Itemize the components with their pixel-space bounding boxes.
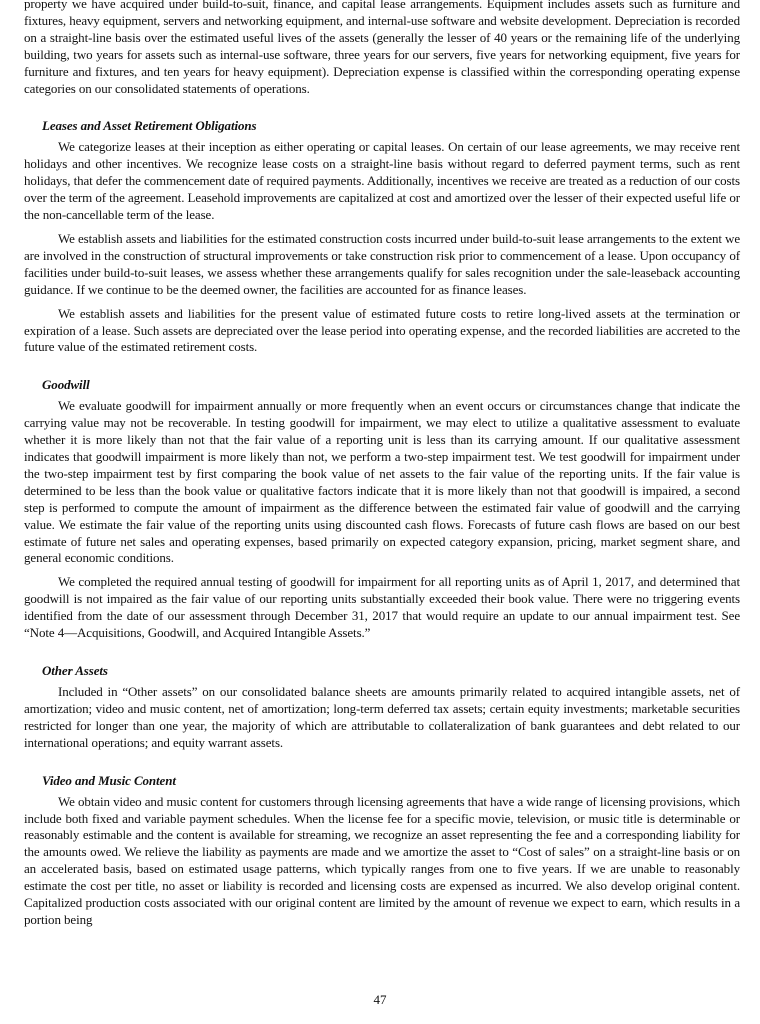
leases-paragraph-3: We establish assets and liabilities for the present value of estimated future costs to retire long-lived assets at the termination or expiration of a lease. Such assets are depreciated over the lease period into operating expense, and the recorded liabilities are accreted to the future value of the estimated retirement costs. <box>24 305 740 355</box>
page-number: 47 <box>373 992 387 1007</box>
goodwill-paragraph-2: We completed the required annual testing of goodwill for impairment for all reporting units as of April 1, 2017, and determined that goodwill is not impaired as the fair value of our reporting units substantially exceeded their book value. There were no triggering events identified from the date of our assessment through December 31, 2017 that would require an update to our annual impairment test. See “Note 4—Acquisitions, Goodwill, and Acquired Intangible Assets.” <box>24 574 740 641</box>
other-assets-paragraph-1: Included in “Other assets” on our consolidated balance sheets are amounts primarily related to acquired intangible assets, net of amortization; video and music content, net of amortization; long-term deferred tax assets; certain equity investments; marketable securities restricted for longer than one year, the majority of which are attributable to collateralization of bank guarantees and debt related to our international operations; and equity warrant assets. <box>24 684 740 750</box>
leases-paragraph-1: We categorize leases at their inception as either operating or capital leases. On certain of our lease agreements, we may receive rent holidays and other incentives. We recognize lease costs on a straight-line basis without regard to deferred payment terms, such as rent holidays, that defer the commencement date of required payments. Additionally, incentives we receive are treated as a reduction of our costs over the term of the agreement. Leasehold improvements are capitalized at cost and amortized over the lesser of their expected useful life or the non-cancellable term of the lease. <box>24 139 740 223</box>
section-heading-goodwill: Goodwill <box>42 377 90 393</box>
video-music-paragraph-1: We obtain video and music content for customers through licensing agreements that have a wide range of licensing provisions, which include both fixed and variable payment schedules. When the license fee for a specific movie, television, or music title is determinable or reasonably estimable and the content is available for streaming, we recognize an asset representing the fee and a corresponding liability for the amounts owed. We relieve the liability as payments are made and we amortize the asset to “Cost of sales” on a straight-line basis or on an accelerated basis, based on estimated usage patterns, which typically ranges from one to five years. If we are unable to reasonably estimate the cost per title, no asset or liability is recorded and licensing costs are expensed as incurred. We also develop original content. Capitalized production costs associated with our original content are limited by the amount of revenue we expect to earn, which results in a portion being <box>24 793 740 927</box>
section-heading-leases: Leases and Asset Retirement Obligations <box>42 118 257 134</box>
intro-paragraph: property we have acquired under build-to-suit, finance, and capital lease arrangements. Equipment includes assets such as furniture and fixtures, heavy equipment, servers and networking equipment, and internal-use software and website development. Depreciation is recorded on a straight-line basis over the estimated useful lives of the assets (generally the lesser of 40 years or the remaining life of the underlying building, two years for assets such as internal-use software, three years for our servers, five years for networking equipment, five years for furniture and fixtures, and ten years for heavy equipment). Depreciation expense is classified within the corresponding operating expense categories on our consolidated statements of operations. <box>24 0 740 96</box>
leases-paragraph-2: We establish assets and liabilities for the estimated construction costs incurred under build-to-suit lease arrangements to the extent we are involved in the construction of structural improvements or take construction risk prior to commencement of a lease. Upon occupancy of facilities under build-to-suit leases, we assess whether these arrangements qualify for sales recognition under the sale-leaseback accounting guidance. If we continue to be the deemed owner, the facilities are accounted for as finance leases. <box>24 230 740 297</box>
section-heading-other-assets: Other Assets <box>42 663 108 678</box>
document-page <box>24 0 740 929</box>
section-heading-video-music: Video and Music Content <box>42 772 176 788</box>
goodwill-paragraph-1: We evaluate goodwill for impairment annually or more frequently when an event occurs or circumstances change that indicate the carrying value may not be recoverable. In testing goodwill for impairment, we may elect to utilize a qualitative assessment to evaluate whether it is more likely than not that the fair value of a reporting unit is less than its carrying amount. If our qualitative assessment indicates that goodwill impairment is more likely than not, we perform a two-step impairment test. We test goodwill for impairment under the two-step impairment test by first comparing the book value of net assets to the fair value of the reporting units. If the fair value is determined to be less than the book value or qualitative factors indicate that it is more likely than not that goodwill is impaired, a second step is performed to compute the amount of impairment as the difference between the estimated fair value of goodwill and the carrying value. We estimate the fair value of the reporting units using discounted cash flows. Forecasts of future cash flows are based on our best estimate of future net sales and operating expenses, based primarily on expected category expansion, pricing, market segment share, and general economic conditions. <box>24 398 740 566</box>
